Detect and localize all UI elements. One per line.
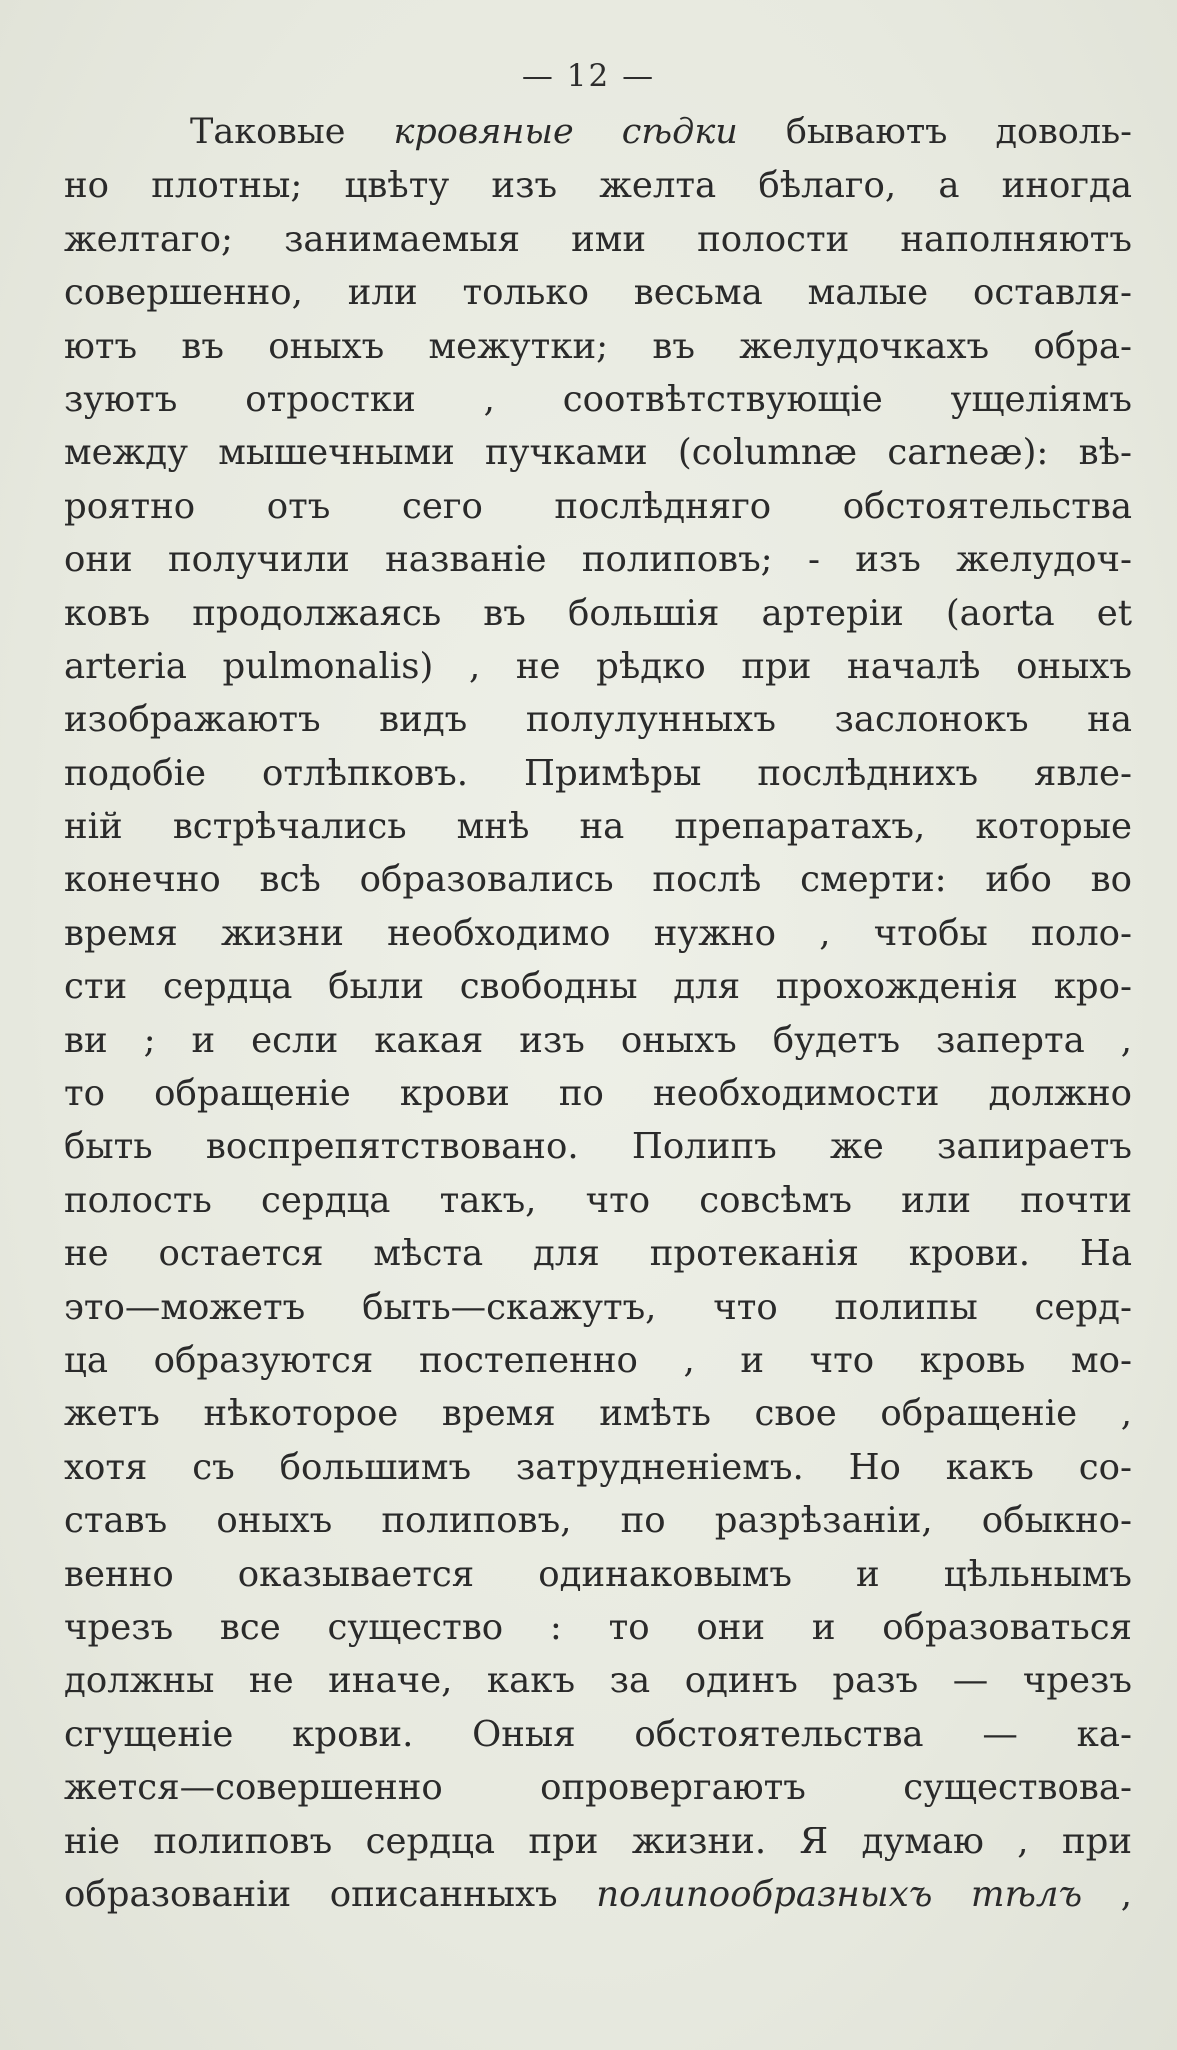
text-line: жетъ нѣкоторое время имѣть свое обращеніе , [64, 1393, 1132, 1435]
italic-term: кровяные сѣдки [393, 112, 738, 152]
page-number: — 12 — [521, 58, 656, 94]
text-line: не остается мѣста для протеканія крови. На [64, 1233, 1132, 1275]
text-line: сти сердца были свободны для прохожденія кро- [64, 966, 1132, 1008]
text-line: быть воспрепятствовано. Полипъ же запираетъ [64, 1126, 1132, 1168]
text-line: жется—совершенно опровергаютъ существова- [64, 1767, 1132, 1809]
text-line: ковъ продолжаясь въ большія артеріи (aorta et [64, 592, 1132, 634]
text-line: между мышечными пучками (columnæ carneæ): вѣ- [64, 432, 1132, 474]
text-line: это—можетъ быть—скажутъ, что полипы серд- [64, 1286, 1132, 1328]
text-line: сгущеніе крови. Оныя обстоятельства — ка- [64, 1713, 1132, 1755]
text-line: хотя съ большимъ затрудненіемъ. Но какъ со- [64, 1446, 1132, 1488]
text-line: ставъ оныхъ полиповъ, по разрѣзаніи, обыкно- [64, 1500, 1132, 1542]
text-line: венно оказывается одинаковымъ и цѣльнымъ [64, 1553, 1132, 1595]
text-line: подобіе отлѣпковъ. Примѣры послѣднихъ явле- [64, 752, 1132, 794]
text-line: ніе полиповъ сердца при жизни. Я думаю , при [64, 1820, 1132, 1862]
text-line: зуютъ отростки , соотвѣтствующіе ущеліямъ [64, 378, 1132, 420]
text-line: должны не иначе, какъ за одинъ разъ — чрезъ [64, 1660, 1132, 1702]
italic-term: полипообразныхъ тѣлъ [596, 1873, 1083, 1915]
text-line: роятно отъ сего послѣдняго обстоятельства [64, 485, 1132, 527]
text-line: то обращеніе крови по необходимости должно [64, 1073, 1132, 1115]
body-text [64, 106, 1132, 1921]
text-line: ній встрѣчались мнѣ на препаратахъ, которые [64, 806, 1132, 848]
text-line: ца образуются постепенно , и что кровь мо- [64, 1339, 1132, 1381]
text-line: Таковые кровяные сѣдки бываютъ доволь- [190, 112, 1132, 152]
text-line: они получили названіе полиповъ; - изъ желудоч- [64, 539, 1132, 581]
text-line: чрезъ все существо : то они и образоваться [64, 1606, 1132, 1648]
text-line: время жизни необходимо нужно , чтобы поло- [64, 912, 1132, 954]
text-line: желтаго; занимаемыя ими полости наполняютъ [64, 218, 1132, 260]
text-line: ви ; и если какая изъ оныхъ будетъ заперта , [64, 1019, 1132, 1061]
text-line: arteria pulmonalis) , не рѣдко при началѣ оныхъ [64, 645, 1132, 687]
text-line: совершенно, или только весьма малые оставля- [64, 272, 1132, 314]
text-line: но плотны; цвѣту изъ желта бѣлаго, а иногда [64, 165, 1132, 207]
text-line: образованіи описанныхъ полипообразныхъ тѣлъ , [64, 1873, 1132, 1915]
text-line: ютъ въ оныхъ межутки; въ желудочкахъ обра- [64, 325, 1132, 367]
text-line: изображаютъ видъ полулунныхъ заслонокъ на [64, 699, 1132, 741]
text-line: полость сердца такъ, что совсѣмъ или почти [64, 1179, 1132, 1221]
text-line: конечно всѣ образовались послѣ смерти: ибо во [64, 859, 1132, 901]
